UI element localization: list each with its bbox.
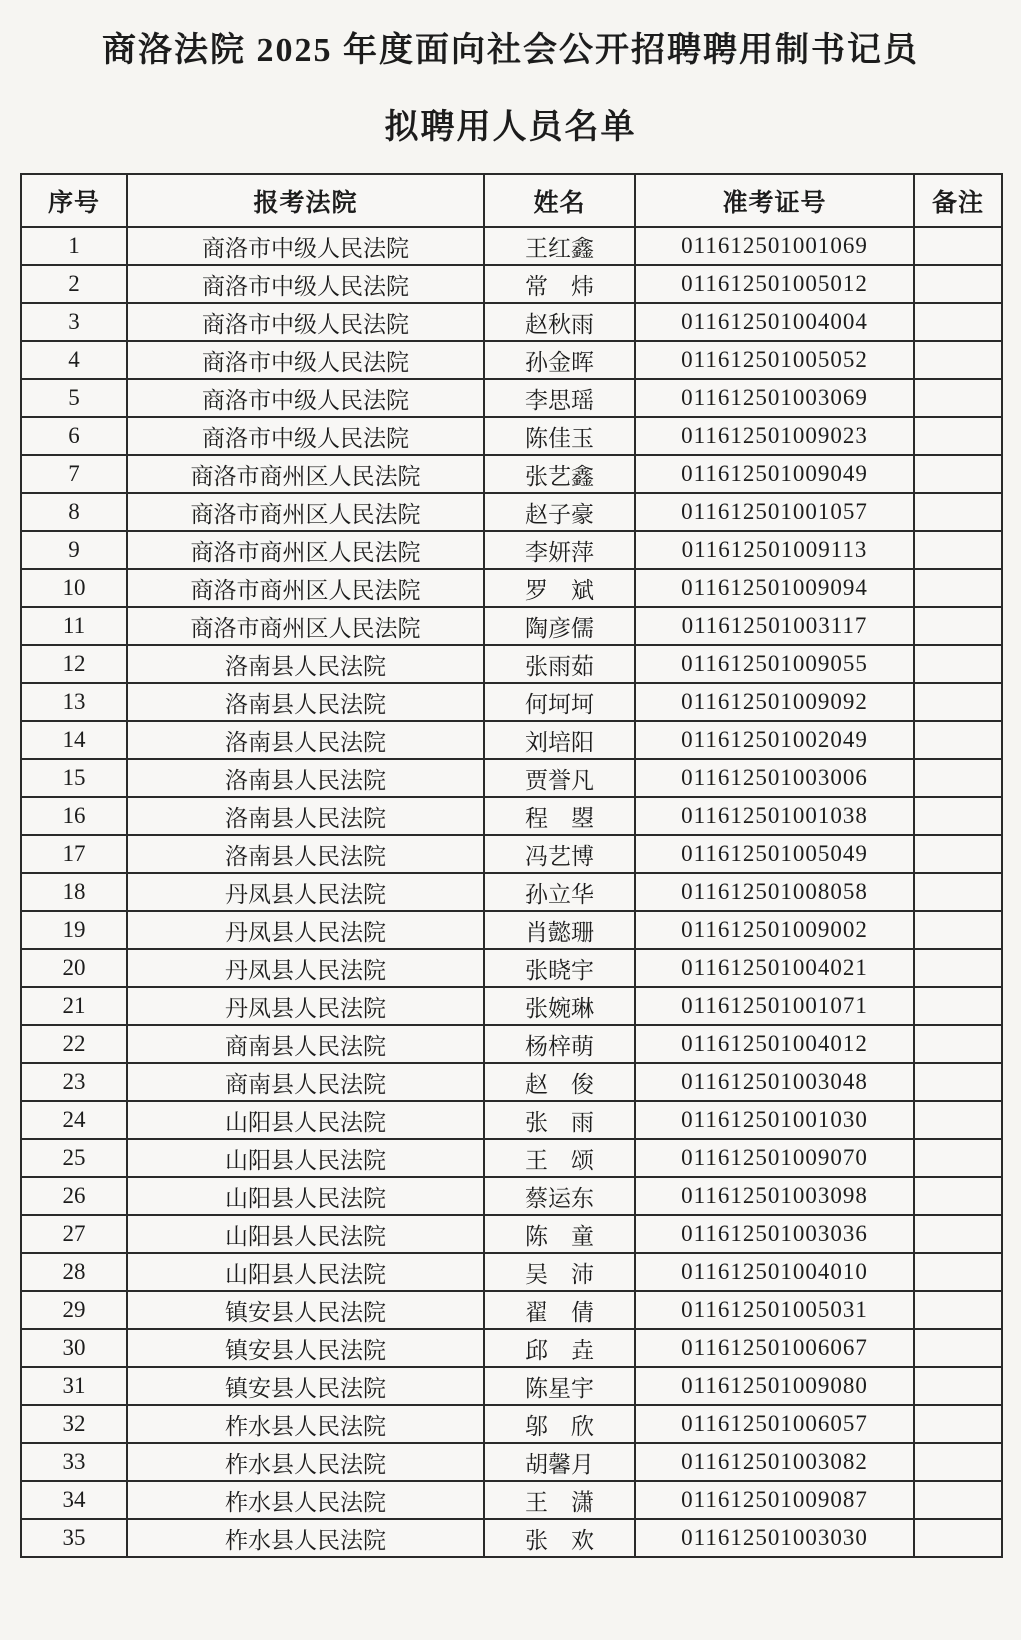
cell-exam-id: 011612501003069	[635, 379, 914, 417]
cell-remark	[914, 1063, 1002, 1101]
cell-name: 陈佳玉	[484, 417, 635, 455]
cell-court-applied: 洛南县人民法院	[127, 721, 484, 759]
cell-remark	[914, 645, 1002, 683]
cell-serial-number: 17	[21, 835, 127, 873]
cell-exam-id: 011612501004010	[635, 1253, 914, 1291]
cell-serial-number: 25	[21, 1139, 127, 1177]
cell-serial-number: 21	[21, 987, 127, 1025]
cell-court-applied: 山阳县人民法院	[127, 1253, 484, 1291]
table-row	[21, 683, 1002, 721]
cell-serial-number: 27	[21, 1215, 127, 1253]
header-remark: 备注	[914, 174, 1002, 227]
cell-exam-id: 011612501003082	[635, 1443, 914, 1481]
cell-court-applied: 商洛市商州区人民法院	[127, 493, 484, 531]
cell-name: 程 曌	[484, 797, 635, 835]
cell-exam-id: 011612501001038	[635, 797, 914, 835]
cell-name: 张艺鑫	[484, 455, 635, 493]
cell-exam-id: 011612501003006	[635, 759, 914, 797]
cell-remark	[914, 265, 1002, 303]
cell-court-applied: 山阳县人民法院	[127, 1215, 484, 1253]
table-row	[21, 303, 1002, 341]
cell-remark	[914, 949, 1002, 987]
table-row	[21, 1063, 1002, 1101]
table-row	[21, 1101, 1002, 1139]
cell-name: 何坷坷	[484, 683, 635, 721]
cell-serial-number: 35	[21, 1519, 127, 1557]
table-row	[21, 265, 1002, 303]
cell-court-applied: 柞水县人民法院	[127, 1405, 484, 1443]
cell-exam-id: 011612501004012	[635, 1025, 914, 1063]
table-row	[21, 759, 1002, 797]
cell-serial-number: 29	[21, 1291, 127, 1329]
cell-court-applied: 柞水县人民法院	[127, 1519, 484, 1557]
cell-name: 赵子豪	[484, 493, 635, 531]
cell-court-applied: 商洛市商州区人民法院	[127, 455, 484, 493]
cell-serial-number: 28	[21, 1253, 127, 1291]
table-row	[21, 379, 1002, 417]
cell-court-applied: 镇安县人民法院	[127, 1329, 484, 1367]
table-row	[21, 607, 1002, 645]
cell-name: 李思瑶	[484, 379, 635, 417]
cell-remark	[914, 1253, 1002, 1291]
header-exam-id: 准考证号	[635, 174, 914, 227]
cell-name: 冯艺博	[484, 835, 635, 873]
cell-remark	[914, 759, 1002, 797]
cell-name: 张 雨	[484, 1101, 635, 1139]
cell-exam-id: 011612501004021	[635, 949, 914, 987]
cell-remark	[914, 1025, 1002, 1063]
cell-remark	[914, 1291, 1002, 1329]
cell-remark	[914, 303, 1002, 341]
cell-exam-id: 011612501009094	[635, 569, 914, 607]
cell-exam-id: 011612501009080	[635, 1367, 914, 1405]
cell-exam-id: 011612501001057	[635, 493, 914, 531]
cell-remark	[914, 1139, 1002, 1177]
cell-name: 赵秋雨	[484, 303, 635, 341]
cell-serial-number: 34	[21, 1481, 127, 1519]
cell-remark	[914, 1481, 1002, 1519]
cell-court-applied: 丹凤县人民法院	[127, 987, 484, 1025]
cell-exam-id: 011612501008058	[635, 873, 914, 911]
cell-exam-id: 011612501005049	[635, 835, 914, 873]
cell-serial-number: 10	[21, 569, 127, 607]
cell-court-applied: 商南县人民法院	[127, 1025, 484, 1063]
table-row	[21, 417, 1002, 455]
cell-exam-id: 011612501003048	[635, 1063, 914, 1101]
cell-serial-number: 19	[21, 911, 127, 949]
table-row	[21, 1443, 1002, 1481]
cell-name: 胡馨月	[484, 1443, 635, 1481]
cell-exam-id: 011612501003036	[635, 1215, 914, 1253]
cell-serial-number: 24	[21, 1101, 127, 1139]
cell-remark	[914, 1329, 1002, 1367]
cell-name: 孙金晖	[484, 341, 635, 379]
cell-name: 王红鑫	[484, 227, 635, 265]
cell-serial-number: 7	[21, 455, 127, 493]
table-body	[21, 227, 1002, 1557]
cell-exam-id: 011612501009055	[635, 645, 914, 683]
document-title-line2: 拟聘用人员名单	[384, 108, 637, 146]
cell-court-applied: 柞水县人民法院	[127, 1481, 484, 1519]
cell-name: 杨梓萌	[484, 1025, 635, 1063]
cell-exam-id: 011612501005012	[635, 265, 914, 303]
table-row	[21, 455, 1002, 493]
cell-name: 常 炜	[484, 265, 635, 303]
cell-serial-number: 13	[21, 683, 127, 721]
table-row	[21, 873, 1002, 911]
cell-remark	[914, 1215, 1002, 1253]
cell-court-applied: 商洛市中级人民法院	[127, 417, 484, 455]
cell-exam-id: 011612501001071	[635, 987, 914, 1025]
cell-court-applied: 商洛市中级人民法院	[127, 265, 484, 303]
table-row	[21, 1177, 1002, 1215]
cell-remark	[914, 341, 1002, 379]
cell-serial-number: 18	[21, 873, 127, 911]
cell-remark	[914, 417, 1002, 455]
cell-exam-id: 011612501003098	[635, 1177, 914, 1215]
cell-serial-number: 3	[21, 303, 127, 341]
cell-serial-number: 12	[21, 645, 127, 683]
cell-remark	[914, 987, 1002, 1025]
cell-exam-id: 011612501009092	[635, 683, 914, 721]
cell-name: 吴 沛	[484, 1253, 635, 1291]
cell-name: 蔡运东	[484, 1177, 635, 1215]
cell-name: 张 欢	[484, 1519, 635, 1557]
cell-remark	[914, 1367, 1002, 1405]
header-serial-number: 序号	[21, 174, 127, 227]
cell-court-applied: 洛南县人民法院	[127, 835, 484, 873]
table-row	[21, 1253, 1002, 1291]
cell-serial-number: 32	[21, 1405, 127, 1443]
cell-court-applied: 山阳县人民法院	[127, 1101, 484, 1139]
cell-name: 赵 俊	[484, 1063, 635, 1101]
table-row	[21, 645, 1002, 683]
cell-remark	[914, 227, 1002, 265]
document-title-line1: 商洛法院 2025 年度面向社会公开招聘聘用制书记员	[102, 32, 919, 69]
cell-exam-id: 011612501001030	[635, 1101, 914, 1139]
table-row	[21, 569, 1002, 607]
cell-remark	[914, 455, 1002, 493]
table-row	[21, 493, 1002, 531]
cell-serial-number: 33	[21, 1443, 127, 1481]
cell-court-applied: 商洛市中级人民法院	[127, 379, 484, 417]
cell-court-applied: 商南县人民法院	[127, 1063, 484, 1101]
cell-name: 肖懿珊	[484, 911, 635, 949]
cell-court-applied: 洛南县人民法院	[127, 797, 484, 835]
cell-serial-number: 8	[21, 493, 127, 531]
table-header-row	[21, 174, 1002, 227]
cell-court-applied: 商洛市商州区人民法院	[127, 531, 484, 569]
hired-personnel-table	[20, 173, 1003, 1558]
cell-name: 王 颂	[484, 1139, 635, 1177]
table-row	[21, 987, 1002, 1025]
cell-serial-number: 4	[21, 341, 127, 379]
cell-court-applied: 商洛市中级人民法院	[127, 303, 484, 341]
cell-exam-id: 011612501005031	[635, 1291, 914, 1329]
cell-remark	[914, 1177, 1002, 1215]
table-row	[21, 1139, 1002, 1177]
cell-remark	[914, 911, 1002, 949]
cell-court-applied: 洛南县人民法院	[127, 645, 484, 683]
cell-exam-id: 011612501009087	[635, 1481, 914, 1519]
table-row	[21, 911, 1002, 949]
cell-serial-number: 5	[21, 379, 127, 417]
cell-remark	[914, 379, 1002, 417]
cell-exam-id: 011612501004004	[635, 303, 914, 341]
cell-court-applied: 镇安县人民法院	[127, 1367, 484, 1405]
cell-court-applied: 洛南县人民法院	[127, 759, 484, 797]
cell-name: 邬 欣	[484, 1405, 635, 1443]
table-row	[21, 1291, 1002, 1329]
table-row	[21, 1481, 1002, 1519]
cell-court-applied: 丹凤县人民法院	[127, 911, 484, 949]
cell-serial-number: 31	[21, 1367, 127, 1405]
cell-remark	[914, 569, 1002, 607]
cell-exam-id: 011612501006057	[635, 1405, 914, 1443]
cell-exam-id: 011612501003030	[635, 1519, 914, 1557]
cell-exam-id: 011612501006067	[635, 1329, 914, 1367]
cell-exam-id: 011612501003117	[635, 607, 914, 645]
cell-remark	[914, 1405, 1002, 1443]
header-court-applied: 报考法院	[127, 174, 484, 227]
cell-court-applied: 镇安县人民法院	[127, 1291, 484, 1329]
cell-remark	[914, 721, 1002, 759]
cell-serial-number: 20	[21, 949, 127, 987]
cell-serial-number: 2	[21, 265, 127, 303]
cell-serial-number: 23	[21, 1063, 127, 1101]
cell-court-applied: 商洛市商州区人民法院	[127, 569, 484, 607]
cell-court-applied: 柞水县人民法院	[127, 1443, 484, 1481]
cell-exam-id: 011612501009002	[635, 911, 914, 949]
cell-court-applied: 洛南县人民法院	[127, 683, 484, 721]
cell-name: 贾誉凡	[484, 759, 635, 797]
cell-remark	[914, 1443, 1002, 1481]
cell-remark	[914, 683, 1002, 721]
cell-name: 李妍萍	[484, 531, 635, 569]
cell-court-applied: 山阳县人民法院	[127, 1139, 484, 1177]
table-row	[21, 797, 1002, 835]
cell-serial-number: 1	[21, 227, 127, 265]
cell-exam-id: 011612501001069	[635, 227, 914, 265]
table-row	[21, 1329, 1002, 1367]
cell-name: 刘培阳	[484, 721, 635, 759]
cell-name: 王 潇	[484, 1481, 635, 1519]
cell-court-applied: 商洛市中级人民法院	[127, 227, 484, 265]
cell-exam-id: 011612501005052	[635, 341, 914, 379]
table-row	[21, 531, 1002, 569]
cell-serial-number: 6	[21, 417, 127, 455]
table-row	[21, 835, 1002, 873]
cell-name: 张晓宇	[484, 949, 635, 987]
cell-exam-id: 011612501009113	[635, 531, 914, 569]
cell-exam-id: 011612501009070	[635, 1139, 914, 1177]
cell-name: 孙立华	[484, 873, 635, 911]
table-row	[21, 341, 1002, 379]
cell-name: 陈 童	[484, 1215, 635, 1253]
cell-name: 翟 倩	[484, 1291, 635, 1329]
table-row	[21, 1405, 1002, 1443]
cell-remark	[914, 835, 1002, 873]
cell-serial-number: 9	[21, 531, 127, 569]
cell-remark	[914, 1519, 1002, 1557]
cell-remark	[914, 873, 1002, 911]
cell-serial-number: 26	[21, 1177, 127, 1215]
cell-serial-number: 30	[21, 1329, 127, 1367]
cell-name: 张雨茹	[484, 645, 635, 683]
cell-exam-id: 011612501009049	[635, 455, 914, 493]
cell-court-applied: 商洛市中级人民法院	[127, 341, 484, 379]
table-row	[21, 721, 1002, 759]
cell-remark	[914, 607, 1002, 645]
table-row	[21, 1367, 1002, 1405]
cell-name: 邱 垚	[484, 1329, 635, 1367]
table-row	[21, 227, 1002, 265]
table-row	[21, 949, 1002, 987]
cell-remark	[914, 531, 1002, 569]
cell-name: 张婉琳	[484, 987, 635, 1025]
cell-name: 罗 斌	[484, 569, 635, 607]
cell-serial-number: 14	[21, 721, 127, 759]
cell-court-applied: 丹凤县人民法院	[127, 949, 484, 987]
cell-serial-number: 15	[21, 759, 127, 797]
cell-court-applied: 丹凤县人民法院	[127, 873, 484, 911]
cell-court-applied: 商洛市商州区人民法院	[127, 607, 484, 645]
cell-exam-id: 011612501002049	[635, 721, 914, 759]
cell-serial-number: 22	[21, 1025, 127, 1063]
cell-remark	[914, 797, 1002, 835]
table-row	[21, 1025, 1002, 1063]
cell-serial-number: 11	[21, 607, 127, 645]
table-row	[21, 1519, 1002, 1557]
cell-name: 陈星宇	[484, 1367, 635, 1405]
cell-court-applied: 山阳县人民法院	[127, 1177, 484, 1215]
cell-remark	[914, 493, 1002, 531]
cell-exam-id: 011612501009023	[635, 417, 914, 455]
table-row	[21, 1215, 1002, 1253]
cell-remark	[914, 1101, 1002, 1139]
cell-name: 陶彦儒	[484, 607, 635, 645]
header-name: 姓名	[484, 174, 635, 227]
cell-serial-number: 16	[21, 797, 127, 835]
